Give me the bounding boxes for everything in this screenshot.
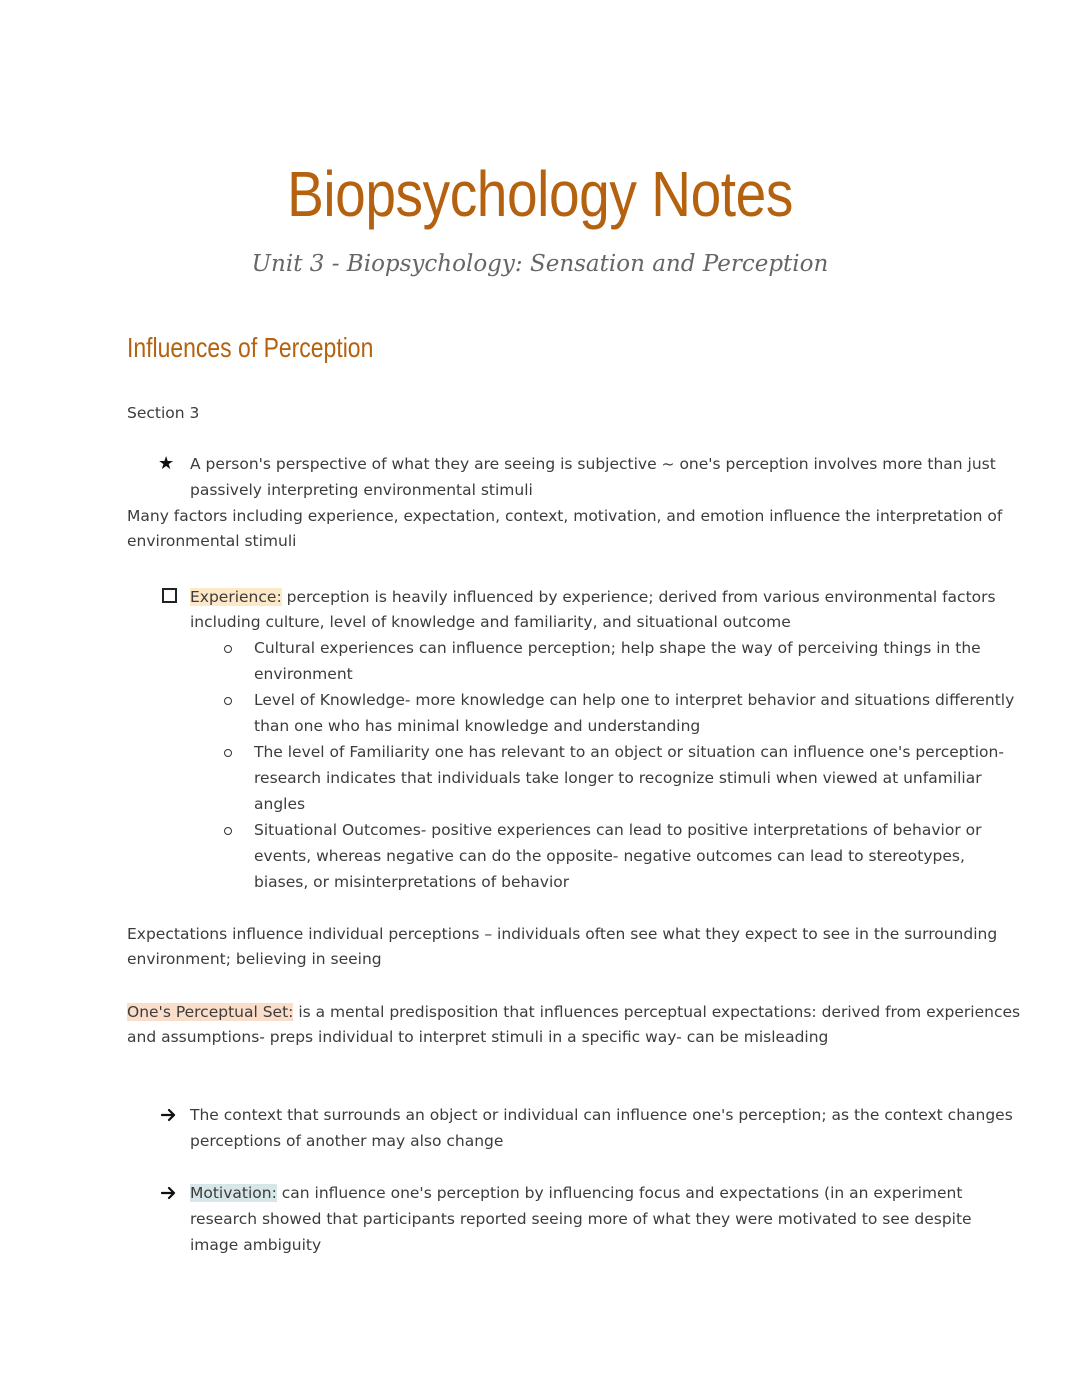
subitem-line: events, whereas negative can do the opposite- negative outcomes can lead to stereotypes, [254, 847, 965, 865]
motivation-line2: research showed that participants reported seeing more of what they were motivated to see despite [190, 1210, 972, 1228]
section-label: Section 3 [127, 404, 200, 422]
page-title: Biopsychology Notes [287, 158, 793, 230]
intro-paragraph-line2: environmental stimuli [127, 532, 297, 550]
experience-definition: perception is heavily influenced by experience; derived from various environmental factors [281, 588, 996, 606]
page-subtitle: Unit 3 - Biopsychology: Sensation and Perception [251, 251, 829, 277]
star-item-line2: passively interpreting environmental stimuli [190, 481, 533, 499]
experience-line2: including culture, level of knowledge and familiarity, and situational outcome [190, 613, 791, 631]
section-heading: Influences of Perception [127, 332, 374, 363]
circle-bullet-icon [224, 645, 232, 653]
motivation-line1 [190, 1180, 962, 1206]
perceptual-set-term: One's Perceptual Set: [127, 1003, 294, 1021]
intro-paragraph-line1: Many factors including experience, expectation, context, motivation, and emotion influence the interpretation of [127, 507, 1003, 525]
motivation-line3: image ambiguity [190, 1236, 322, 1254]
circle-bullet-icon [224, 749, 232, 757]
expectations-line2: environment; believing in seeing [127, 950, 382, 968]
subitem-line: environment [254, 665, 353, 683]
perceptual-set-line2: and assumptions- preps individual to interpret stimuli in a specific way- can be misleading [127, 1028, 829, 1046]
arrow-right-icon [161, 1108, 177, 1122]
star-icon: ★ [158, 453, 175, 474]
circle-bullet-icon [224, 827, 232, 835]
perceptual-set-line1 [127, 999, 1020, 1025]
subitem-line: biases, or misinterpretations of behavior [254, 873, 570, 891]
subitem-line: than one who has minimal knowledge and understanding [254, 717, 701, 735]
subitem-line: research indicates that individuals take longer to recognize stimuli when viewed at unfamiliar [254, 769, 982, 787]
subitem-line: Situational Outcomes- positive experiences can lead to positive interpretations of behavior or [254, 821, 982, 839]
subitem-line: Level of Knowledge- more knowledge can help one to interpret behavior and situations differently [254, 691, 1015, 709]
motivation-definition: can influence one's perception by influencing focus and expectations (in an experiment [276, 1184, 963, 1202]
subitem-line: Cultural experiences can influence perception; help shape the way of perceiving things in the [254, 639, 981, 657]
experience-term: Experience: [190, 588, 282, 606]
checkbox-icon[interactable] [162, 588, 177, 603]
context-line1: The context that surrounds an object or individual can influence one's perception; as the context changes [190, 1106, 1013, 1124]
context-line2: perceptions of another may also change [190, 1132, 504, 1150]
experience-line1 [190, 584, 996, 610]
perceptual-set-definition: is a mental predisposition that influences perceptual expectations: derived from experiences [293, 1003, 1021, 1021]
circle-bullet-icon [224, 697, 232, 705]
subitem-line: angles [254, 795, 306, 813]
star-item-line1: A person's perspective of what they are seeing is subjective ~ one's perception involves more than just [190, 455, 996, 473]
motivation-term: Motivation: [190, 1184, 277, 1202]
arrow-right-icon [161, 1186, 177, 1200]
subitem-line: The level of Familiarity one has relevant to an object or situation can influence one's perception- [254, 743, 1004, 761]
expectations-line1: Expectations influence individual perceptions – individuals often see what they expect to see in the surrounding [127, 925, 998, 943]
